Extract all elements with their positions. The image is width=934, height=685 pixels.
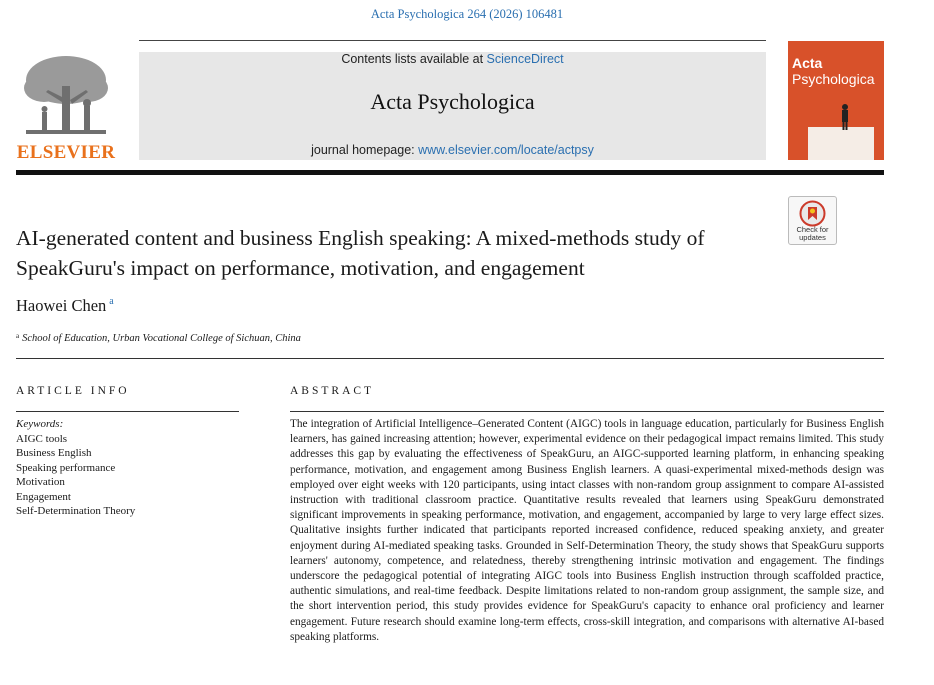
affiliation <box>16 332 301 344</box>
journal-cover[interactable] <box>788 41 884 160</box>
header-top-rule <box>139 40 766 41</box>
cover-figure-icon <box>840 103 850 131</box>
abstract-text: The integration of Artificial Intelligence–Generated Content (AIGC) tools in language education, particularly for Business English learners, has gained increasing attention; however, experimental evidence on their pedagogical impact remains limited. This study addresses this gap by evaluating the effectiveness of SpeakGuru, an AIGC-supported learning platform, in enhancing speaking performance, motivation, and engagement among Business English learners. A quasi-experimental mixed-methods design was employed over eight weeks with 120 participants, using intact classes with non-random group assignment to compare AI-assisted instruction with traditional classroom practice. Quantitative results revealed that learners using SpeakGuru demonstrated significant improvements in speaking performance, motivation, and engagement, accompanied by large to very large effect sizes. Qualitative insights further indicated that participants reported increased confidence, reduced speaking anxiety, and greater enjoyment during AI-mediated speaking tasks. Grounded in Self-Determination Theory, the study shows that SpeakGuru supports learners' autonomy, competence, and relatedness, thereby strengthening intrinsic motivation and engagement. The findings underscore the pedagogical potential of integrating AIGC tools into Business English instruction through scaffolded practice, authentic simulations, and real-time feedback. Despite limitations related to non-random group assignment, the sample size, and the short intervention period, this study provides evidence for SpeakGuru's capacity to enhance oral proficiency and learner engagement. Future research should examine long-term effects, cross-skill integration, and comparisons with alternative AI-based speaking platforms. <box>290 418 884 643</box>
homepage-line <box>139 143 766 157</box>
keywords-block <box>16 417 135 519</box>
cover-title-line-2: Psychologica <box>792 71 875 87</box>
keyword-item: Speaking performance <box>16 461 116 474</box>
elsevier-tree-icon <box>16 52 116 138</box>
journal-reference <box>0 7 934 22</box>
article-info-rule <box>16 411 239 412</box>
keywords-label: Keywords: <box>16 418 64 430</box>
journal-title[interactable]: Acta Psychologica <box>370 89 535 114</box>
bottom-fade <box>0 655 934 685</box>
journal-reference-link[interactable]: Acta Psychologica 264 (2026) 106481 <box>370 7 564 21</box>
contents-line <box>139 52 766 66</box>
sciencedirect-link[interactable]: ScienceDirect <box>486 52 564 66</box>
check-updates-label: Check for updates <box>796 225 829 242</box>
author-name[interactable]: Haowei Chen <box>16 296 107 315</box>
contents-prefix: Contents lists available at <box>341 52 487 66</box>
abstract-rule <box>290 411 884 412</box>
homepage-prefix: journal homepage: <box>311 143 419 157</box>
abstract-heading: ABSTRACT <box>290 385 375 397</box>
author-affiliation-marker[interactable]: a <box>109 296 114 307</box>
elsevier-wordmark: ELSEVIER <box>16 142 116 163</box>
article-title: AI-generated content and business English speaking: A mixed-methods study of SpeakGuru's impact on performance, motivation, and engagement <box>16 226 705 280</box>
cover-illustration <box>808 127 874 160</box>
check-updates-icon <box>799 200 826 227</box>
cover-title-line-1: Acta <box>792 55 823 71</box>
homepage-link[interactable]: www.elsevier.com/locate/actpsy <box>418 143 594 157</box>
affiliation-text: School of Education, Urban Vocational College of Sichuan, China <box>22 333 301 344</box>
elsevier-logo[interactable] <box>16 52 116 164</box>
keyword-item: AIGC tools <box>16 432 68 445</box>
keyword-item: Business English <box>16 447 92 459</box>
author-line <box>16 296 114 316</box>
keyword-item: Motivation <box>16 476 65 488</box>
cover-title <box>792 55 875 87</box>
title-divider <box>16 358 884 359</box>
check-for-updates-button[interactable] <box>788 196 837 245</box>
affiliation-marker: a <box>16 332 20 340</box>
article-info-heading: ARTICLE INFO <box>16 385 130 397</box>
journal-header-box <box>139 52 766 160</box>
keyword-item: Engagement <box>16 490 71 503</box>
header-thick-rule <box>16 170 884 175</box>
keyword-item: Self-Determination Theory <box>16 505 136 517</box>
